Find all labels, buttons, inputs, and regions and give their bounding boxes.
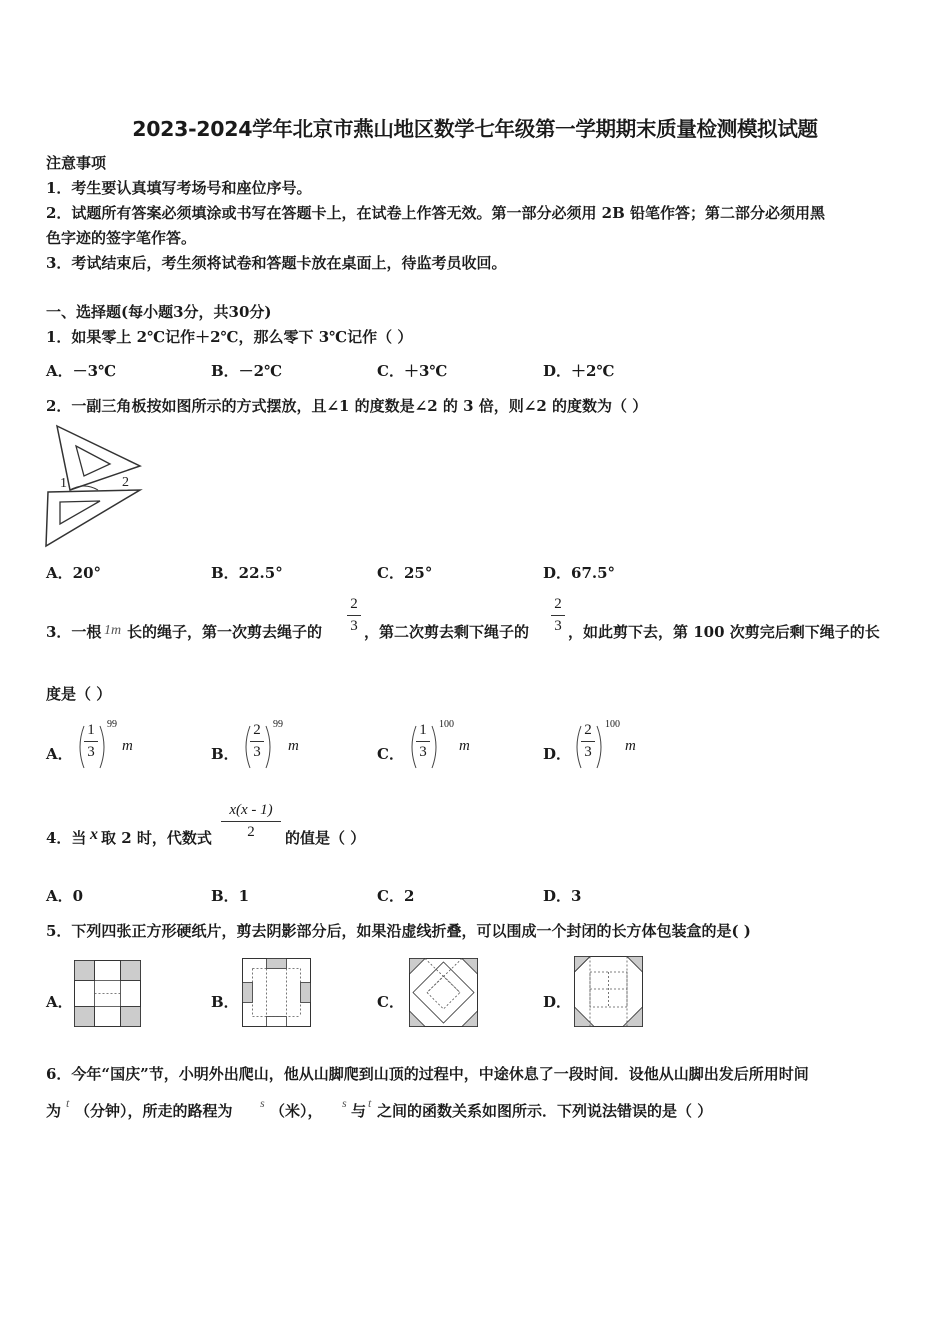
notice-heading: 注意事项 [46,154,107,172]
q1-option-c[interactable]: C．＋3℃ [377,362,448,380]
q3-part1: 3．一根 [46,623,102,641]
q3-option-d-exp: 100 [605,719,620,730]
paren-right-icon [595,724,605,770]
q3-part3: ，第二次剪去剩下绳子的 [364,623,530,641]
q4-part1: 4．当 [46,829,87,847]
q4-part3: 的值是（ ） [285,829,366,847]
q3-line2: 度是（ ） [46,685,112,703]
q3-part2: 长的绳子，第一次剪去绳子的 [127,623,323,641]
q3-option-b-frac: 2 3 [250,722,264,761]
q4-part2: 取 2 时，代数式 [101,829,212,847]
q3-option-a-frac: 1 3 [84,722,98,761]
triangle-set-figure [40,424,150,552]
q6-line2-c: （米）， [270,1102,323,1120]
q3-option-c-exp: 100 [439,719,454,730]
q5-figure-c [409,958,479,1028]
q5-option-b-label[interactable]: B． [211,993,239,1011]
q4-option-c[interactable]: C．2 [377,887,415,905]
paren-right-icon [98,724,108,770]
paren-right-icon [264,724,274,770]
q3-option-d-frac: 2 3 [581,722,595,761]
q3-option-b-exp: 99 [273,719,283,730]
notice-item-2-cont: 色字迹的签字笔作答。 [46,229,197,247]
q6-var-t-2: t [368,1096,372,1110]
q1-option-d[interactable]: D．＋2℃ [543,362,615,380]
q2-option-d[interactable]: D．67.5° [543,564,616,582]
q6-line1: 6．今年“国庆”节，小明外出爬山，他从山脚爬到山顶的过程中，中途休息了一段时间．设他从山脚出发后所用时间 [46,1065,809,1083]
q3-option-c-frac: 1 3 [416,722,430,761]
q5-option-d-label[interactable]: D． [543,993,572,1011]
q4-fraction: x(x - 1) 2 [221,802,281,841]
q3-option-a-label[interactable]: A． [46,745,73,763]
q3-option-b-unit: m [288,738,299,754]
q3-option-a-unit: m [122,738,133,754]
q6-line2-d: 与 [351,1102,367,1120]
q6-var-s-2: s [342,1096,347,1110]
q6-var-t: t [66,1096,70,1110]
q3-option-b-label[interactable]: B． [211,745,239,763]
angle-1-label: 1 [60,476,67,491]
q4-option-b[interactable]: B．1 [211,887,250,905]
q5-option-c-label[interactable]: C． [377,993,404,1011]
q5-option-a-label[interactable]: A． [46,993,73,1011]
q6-line2-e: 之间的函数关系如图所示．下列说法错误的是（ ） [377,1102,713,1120]
paren-right-icon [430,724,440,770]
q3-fraction-1: 2 3 [347,596,361,635]
page-title: 2023-2024学年北京市燕山地区数学七年级第一学期期末质量检测模拟试题 [132,117,818,141]
q2-option-a[interactable]: A．20° [46,564,102,582]
section-heading: 一、选择题(每小题3分，共30分) [46,303,272,321]
q3-unit: 1m [104,623,122,638]
q2-option-b[interactable]: B．22.5° [211,564,283,582]
q5-figure-b [242,958,312,1028]
q1-stem: 1．如果零上 2℃记作＋2℃，那么零下 3℃记作（ ） [46,328,413,346]
q2-stem: 2．一副三角板按如图所示的方式摆放，且∠1 的度数是∠2 的 3 倍，则∠2 的度数为（ ） [46,397,648,415]
q3-option-c-label[interactable]: C． [377,745,404,763]
q5-figure-d [574,956,644,1028]
q6-var-s: s [260,1096,265,1110]
q2-option-c[interactable]: C．25° [377,564,433,582]
q6-line2-a: 为 [46,1102,62,1120]
q4-option-d[interactable]: D．3 [543,887,582,905]
q5-figure-a [74,960,142,1028]
q3-option-c-unit: m [459,738,470,754]
q1-option-a[interactable]: A．－3℃ [46,362,117,380]
q3-option-a-exp: 99 [107,719,117,730]
q4-var: x [90,826,98,843]
q5-stem: 5．下列四张正方形硬纸片，剪去阴影部分后，如果沿虚线折叠，可以围成一个封闭的长方体包装盒的是( ) [46,922,751,940]
q3-option-d-label[interactable]: D． [543,745,572,763]
angle-2-label: 2 [122,475,129,490]
q6-line2-b: （分钟），所走的路程为 [75,1102,233,1120]
q1-option-b[interactable]: B．－2℃ [211,362,283,380]
q3-part4: ，如此剪下去，第 100 次剪完后剩下绳子的长 [568,623,880,641]
notice-item-3: 3．考试结束后，考生须将试卷和答题卡放在桌面上，待监考员收回。 [46,254,507,272]
q3-fraction-2: 2 3 [551,596,565,635]
q4-option-a[interactable]: A．0 [46,887,84,905]
q3-option-d-unit: m [625,738,636,754]
notice-item-2: 2．试题所有答案必须填涂或书写在答题卡上，在试卷上作答无效。第一部分必须用 2B 铅笔作答；第二部分必须用黑 [46,204,826,222]
notice-item-1: 1．考生要认真填写考场号和座位序号。 [46,179,312,197]
